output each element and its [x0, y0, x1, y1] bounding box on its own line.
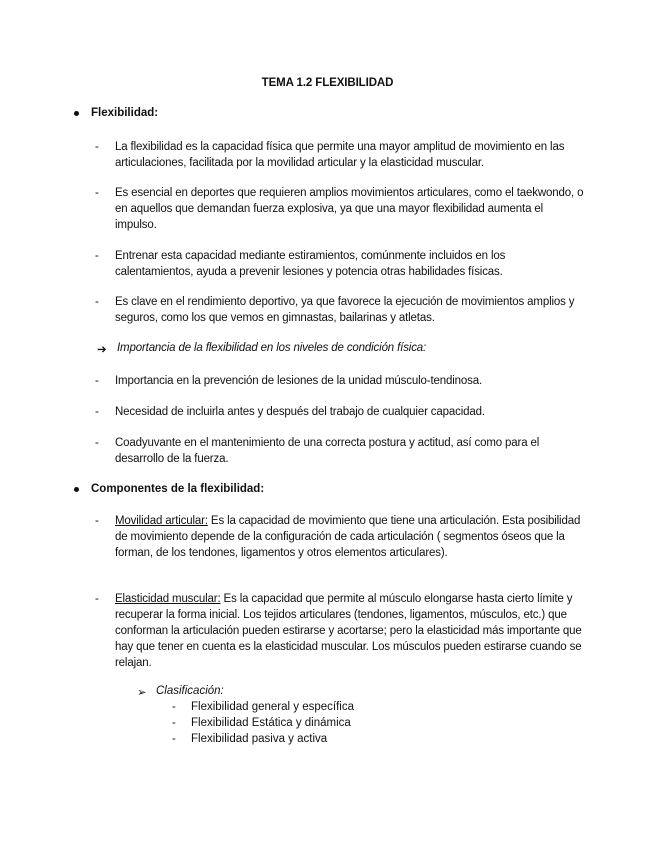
list-item: - Coadyuvante en el mantenimiento de una correcta postura y actitud, así como para el desarrollo de la fuerza. [95, 437, 540, 465]
term-elasticidad: Elasticidad muscular: [115, 593, 221, 605]
section-heading-text: Componentes de la flexibilidad: [91, 483, 265, 495]
bullet-icon [74, 111, 79, 116]
classification-item: - Flexibilidad Estática y dinámica [172, 717, 351, 729]
section-heading-flexibilidad [74, 107, 158, 119]
term-movilidad: Movilidad articular: [115, 515, 208, 527]
section-heading-text: Flexibilidad: [91, 107, 159, 119]
classification-heading: ➢ Clasificación: [137, 685, 224, 699]
list-item: - La flexibilidad es la capacidad física que permite una mayor amplitud de movimiento en las articulaciones, facilitada por la movilidad articular y la elasticidad muscular. [95, 141, 565, 169]
arrow-right-icon: ➔ [97, 344, 107, 356]
page-title: TEMA 1.2 FLEXIBILIDAD [261, 77, 394, 89]
classification-item: - Flexibilidad pasiva y activa [172, 733, 328, 745]
bullet-icon [74, 487, 79, 492]
list-item: - Importancia en la prevención de lesiones de la unidad músculo-tendinosa. [95, 375, 483, 387]
arrowhead-icon: ➢ [137, 687, 147, 699]
list-item: - Entrenar esta capacidad mediante estiramientos, comúnmente incluidos en los calentamientos, ayuda a prevenir lesiones y potencia otras habilidades físicas. [95, 250, 506, 278]
list-item: - Necesidad de incluirla antes y después del trabajo de cualquier capacidad. [95, 406, 485, 418]
list-item: - Movilidad articular: Es la capacidad de movimiento que tiene una articulación. Esta posibilidad de movimiento depende de la configuración de cada articulación ( segmentos óseos que la forman, de los tendones, ligamentos y otros elementos articulares). [95, 515, 581, 559]
list-item: - Es esencial en deportes que requieren amplios movimientos articulares, como el taekwondo, o en aquellos que demandan fuerza explosiva, ya que una mayor flexibilidad aumenta el impulso. [95, 187, 584, 231]
classification-item: - Flexibilidad general y específica [172, 701, 355, 713]
section-heading-componentes [74, 483, 264, 495]
list-item: - Es clave en el rendimiento deportivo, ya que favorece la ejecución de movimientos amplios y seguros, como los que vemos en gimnastas, bailarinas y atletas. [95, 296, 575, 324]
list-item: - Elasticidad muscular: Es la capacidad que permite al músculo elongarse hasta cierto límite y recuperar la forma inicial. Los tejidos articulares (tendones, ligamentos, músculos, etc.) que conforman la articulación pueden estirarse y acortarse; pero la elasticidad más importante que hay que tener en cuenta es la elasticidad muscular. Los músculos pueden estirarse cuando se relajan. [95, 593, 582, 669]
arrow-subheading: ➔ Importancia de la flexibilidad en los niveles de condición física: [97, 342, 427, 356]
